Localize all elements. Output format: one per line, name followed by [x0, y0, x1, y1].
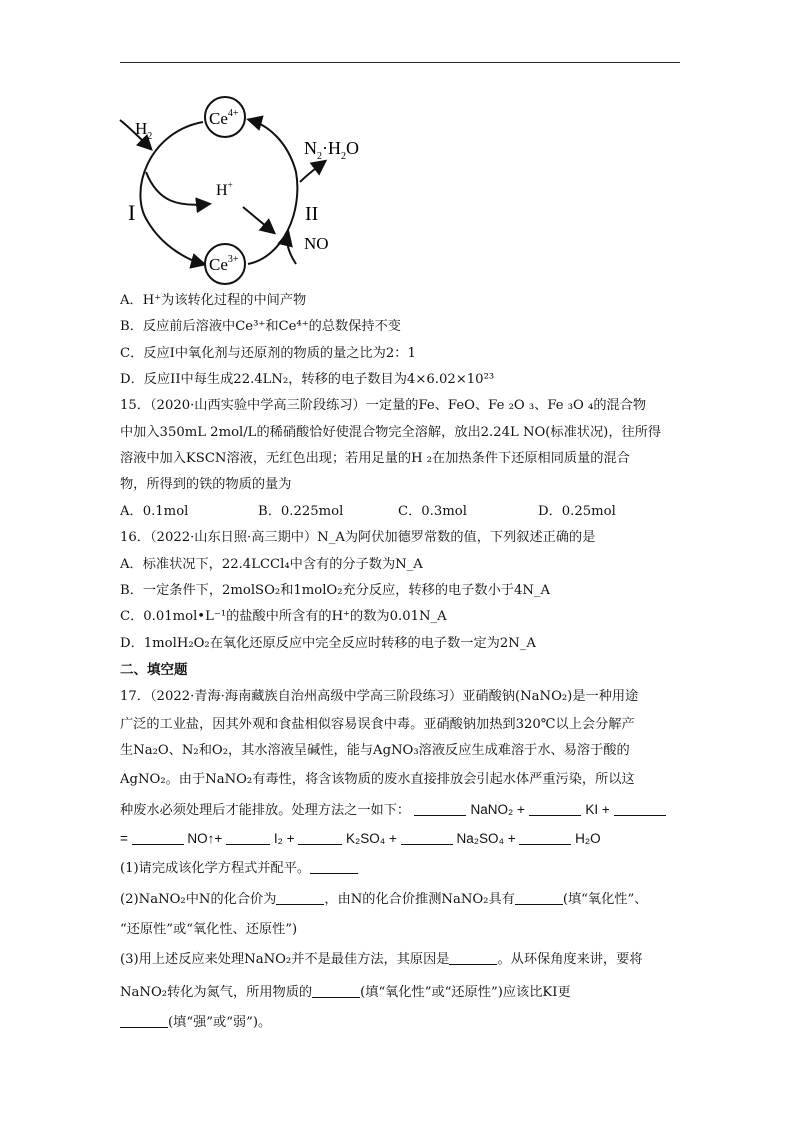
q15-option-a: A．0.1mol	[120, 504, 189, 519]
q14-option-c: C．反应I中氧化剂与还原剂的物质的量之比为2：1	[120, 346, 416, 361]
q15-stem-line-1: 15．（2020·山西实验中学高三阶段练习）一定量的Fe、FeO、Fe ₂O ₃、Fe ₃O ₄的混合物	[120, 398, 647, 413]
coefficient-blank-no[interactable]	[132, 832, 184, 845]
h-plus-branch	[146, 172, 208, 205]
no-label: NO	[304, 234, 329, 253]
q17-part-2	[120, 891, 647, 909]
q17-part-2-text-c: (填“氧化性”、	[562, 892, 648, 907]
answer-blank-strength[interactable]	[120, 1015, 168, 1028]
q16-option-a: A．标准状况下，22.4LCCl₄中含有的分子数为N_A	[120, 557, 423, 572]
coefficient-blank-h2o[interactable]	[519, 832, 571, 845]
answer-blank-oxidation[interactable]	[312, 985, 360, 998]
q15-option-b: B．0.225mol	[258, 504, 344, 519]
equation-equals: =	[120, 831, 128, 846]
q17-part-3-line-2	[120, 984, 571, 1002]
q17-part-3-line-3-text: (填“强”或“弱”)。	[168, 1015, 272, 1030]
q17-part-2-line-2: “还原性”或“氧化性、还原性”)	[120, 922, 298, 937]
equation-term-i2: I₂ +	[273, 831, 295, 846]
q17-part-3-text-b: 。从环保角度来讲，要将	[497, 952, 643, 967]
coefficient-blank-k2so4[interactable]	[298, 832, 342, 845]
q14-option-a: A．H⁺为该转化过程的中间产物	[120, 293, 307, 308]
answer-blank-equation[interactable]	[310, 861, 358, 874]
equation-term-na2so4: Na₂SO₄ +	[456, 831, 516, 846]
q17-part-3-line-2-text-b: (填“氧化性”或“还原性”)应该比KI更	[360, 985, 571, 1000]
q17-stem-line-4: AgNO₂。由于NaNO₂有毒性，将含该物质的废水直接排放会引起水体严重污染，所以这	[120, 772, 635, 787]
coefficient-blank-nano2[interactable]	[414, 803, 466, 816]
answer-blank-property[interactable]	[515, 892, 563, 905]
h-plus-arrow	[243, 207, 273, 232]
q16-option-c: C．0.01mol•L⁻¹的盐酸中所含有的H⁺的数为0.01N_A	[120, 609, 447, 624]
q17-stem-line-5	[120, 801, 666, 820]
q15-option-c: C．0.3mol	[398, 504, 467, 519]
cycle-arc-left	[140, 122, 203, 264]
coefficient-blank-ki[interactable]	[529, 803, 581, 816]
stage-1-label: I	[128, 200, 136, 225]
h2-label: $H_2$	[135, 119, 153, 142]
q17-part-1-text: (1)请完成该化学方程式并配平。	[120, 861, 311, 876]
section-heading: 二、填空题	[120, 662, 188, 678]
q17-stem-line-2: 广泛的工业盐，因其外观和食盐相似容易误食中毒。亚硝酸钠加热到320℃以上会分解产	[120, 717, 635, 732]
cycle-arc-right	[248, 120, 297, 264]
answer-blank-valence[interactable]	[276, 892, 324, 905]
q16-stem: 16．（2022·山东日照·高三期中）N_A为阿伏加德罗常数的值，下列叙述正确的是	[120, 530, 596, 545]
q17-stem-line-1: 17．（2022·青海·海南藏族自治州高级中学高三阶段练习）亚硝酸钠(NaNO₂)是一种用途	[120, 689, 639, 704]
q17-stem-line-5-text: 种废水必须处理后才能排放。处理方法之一如下：	[120, 803, 411, 818]
q14-option-d: D．反应II中每生成22.4LN₂，转移的电子数目为4×6.02×10²³	[120, 372, 495, 387]
equation-products-line	[120, 830, 601, 848]
ce3-label: $Ce^{3+}$	[209, 254, 239, 274]
q14-option-b: B．反应前后溶液中Ce³⁺和Ce⁴⁺的总数保持不变	[120, 319, 401, 334]
ce4-label: $Ce^{4+}$	[209, 108, 239, 128]
q17-part-3-line-3	[120, 1014, 271, 1032]
q17-part-2-text-b: ，由N的化合价推测NaNO₂具有	[324, 892, 515, 907]
equation-term-k2so4: K₂SO₄ +	[346, 831, 397, 846]
q15-option-d: D．0.25mol	[538, 504, 616, 519]
q15-stem-line-2: 中加入350mL 2mol/L的稀硝酸恰好使混合物完全溶解，放出2.24L NO(标准状况)，往所得	[120, 425, 662, 440]
h-plus-label: H+	[216, 180, 233, 199]
q16-option-d: D．1molH₂O₂在氧化还原反应中完全反应时转移的电子数一定为2N_A	[120, 636, 536, 651]
q17-part-3-line-2-text-a: NaNO₂转化为氮气，所用物质的	[120, 985, 313, 1000]
equation-term-h2o: H₂O	[575, 831, 601, 846]
q15-stem-line-3: 溶液中加入KSCN溶液，无红色出现；若用足量的H ₂在加热条件下还原相同质量的混合	[120, 451, 630, 466]
q17-part-3-text-a: (3)用上述反应来处理NaNO₂并不是最佳方法，其原因是	[120, 952, 450, 967]
coefficient-blank-na2so4[interactable]	[401, 832, 453, 845]
equation-term-ki: KI +	[585, 802, 610, 817]
q17-stem-line-3: 生Na₂O、N₂和O₂，其水溶液呈碱性，能与AgNO₃溶液反应生成难溶于水、易溶于酸的	[120, 743, 630, 758]
q16-option-b: B．一定条件下，2molSO₂和1molO₂充分反应，转移的电子数小于4N_A	[120, 583, 551, 598]
q17-part-2-text-a: (2)NaNO₂中N的化合价为	[120, 892, 277, 907]
q17-part-3	[120, 951, 643, 969]
stage-2-label: II	[305, 203, 319, 225]
equation-term-nano2: NaNO₂ +	[470, 802, 525, 817]
q15-stem-line-4: 物，所得到的铁的物质的量为	[120, 477, 292, 492]
no-arrow	[287, 234, 296, 264]
ce-cycle-diagram	[118, 92, 388, 292]
answer-blank-reason[interactable]	[449, 952, 497, 965]
equation-term-no: NO↑+	[187, 831, 223, 846]
products-arrow	[300, 162, 324, 182]
q17-part-1	[120, 860, 358, 878]
coefficient-blank-h2so4[interactable]	[614, 803, 666, 816]
coefficient-blank-i2[interactable]	[226, 832, 270, 845]
header-rule	[120, 62, 680, 63]
products-label: $N_2\cdot H_2O$	[304, 138, 359, 162]
